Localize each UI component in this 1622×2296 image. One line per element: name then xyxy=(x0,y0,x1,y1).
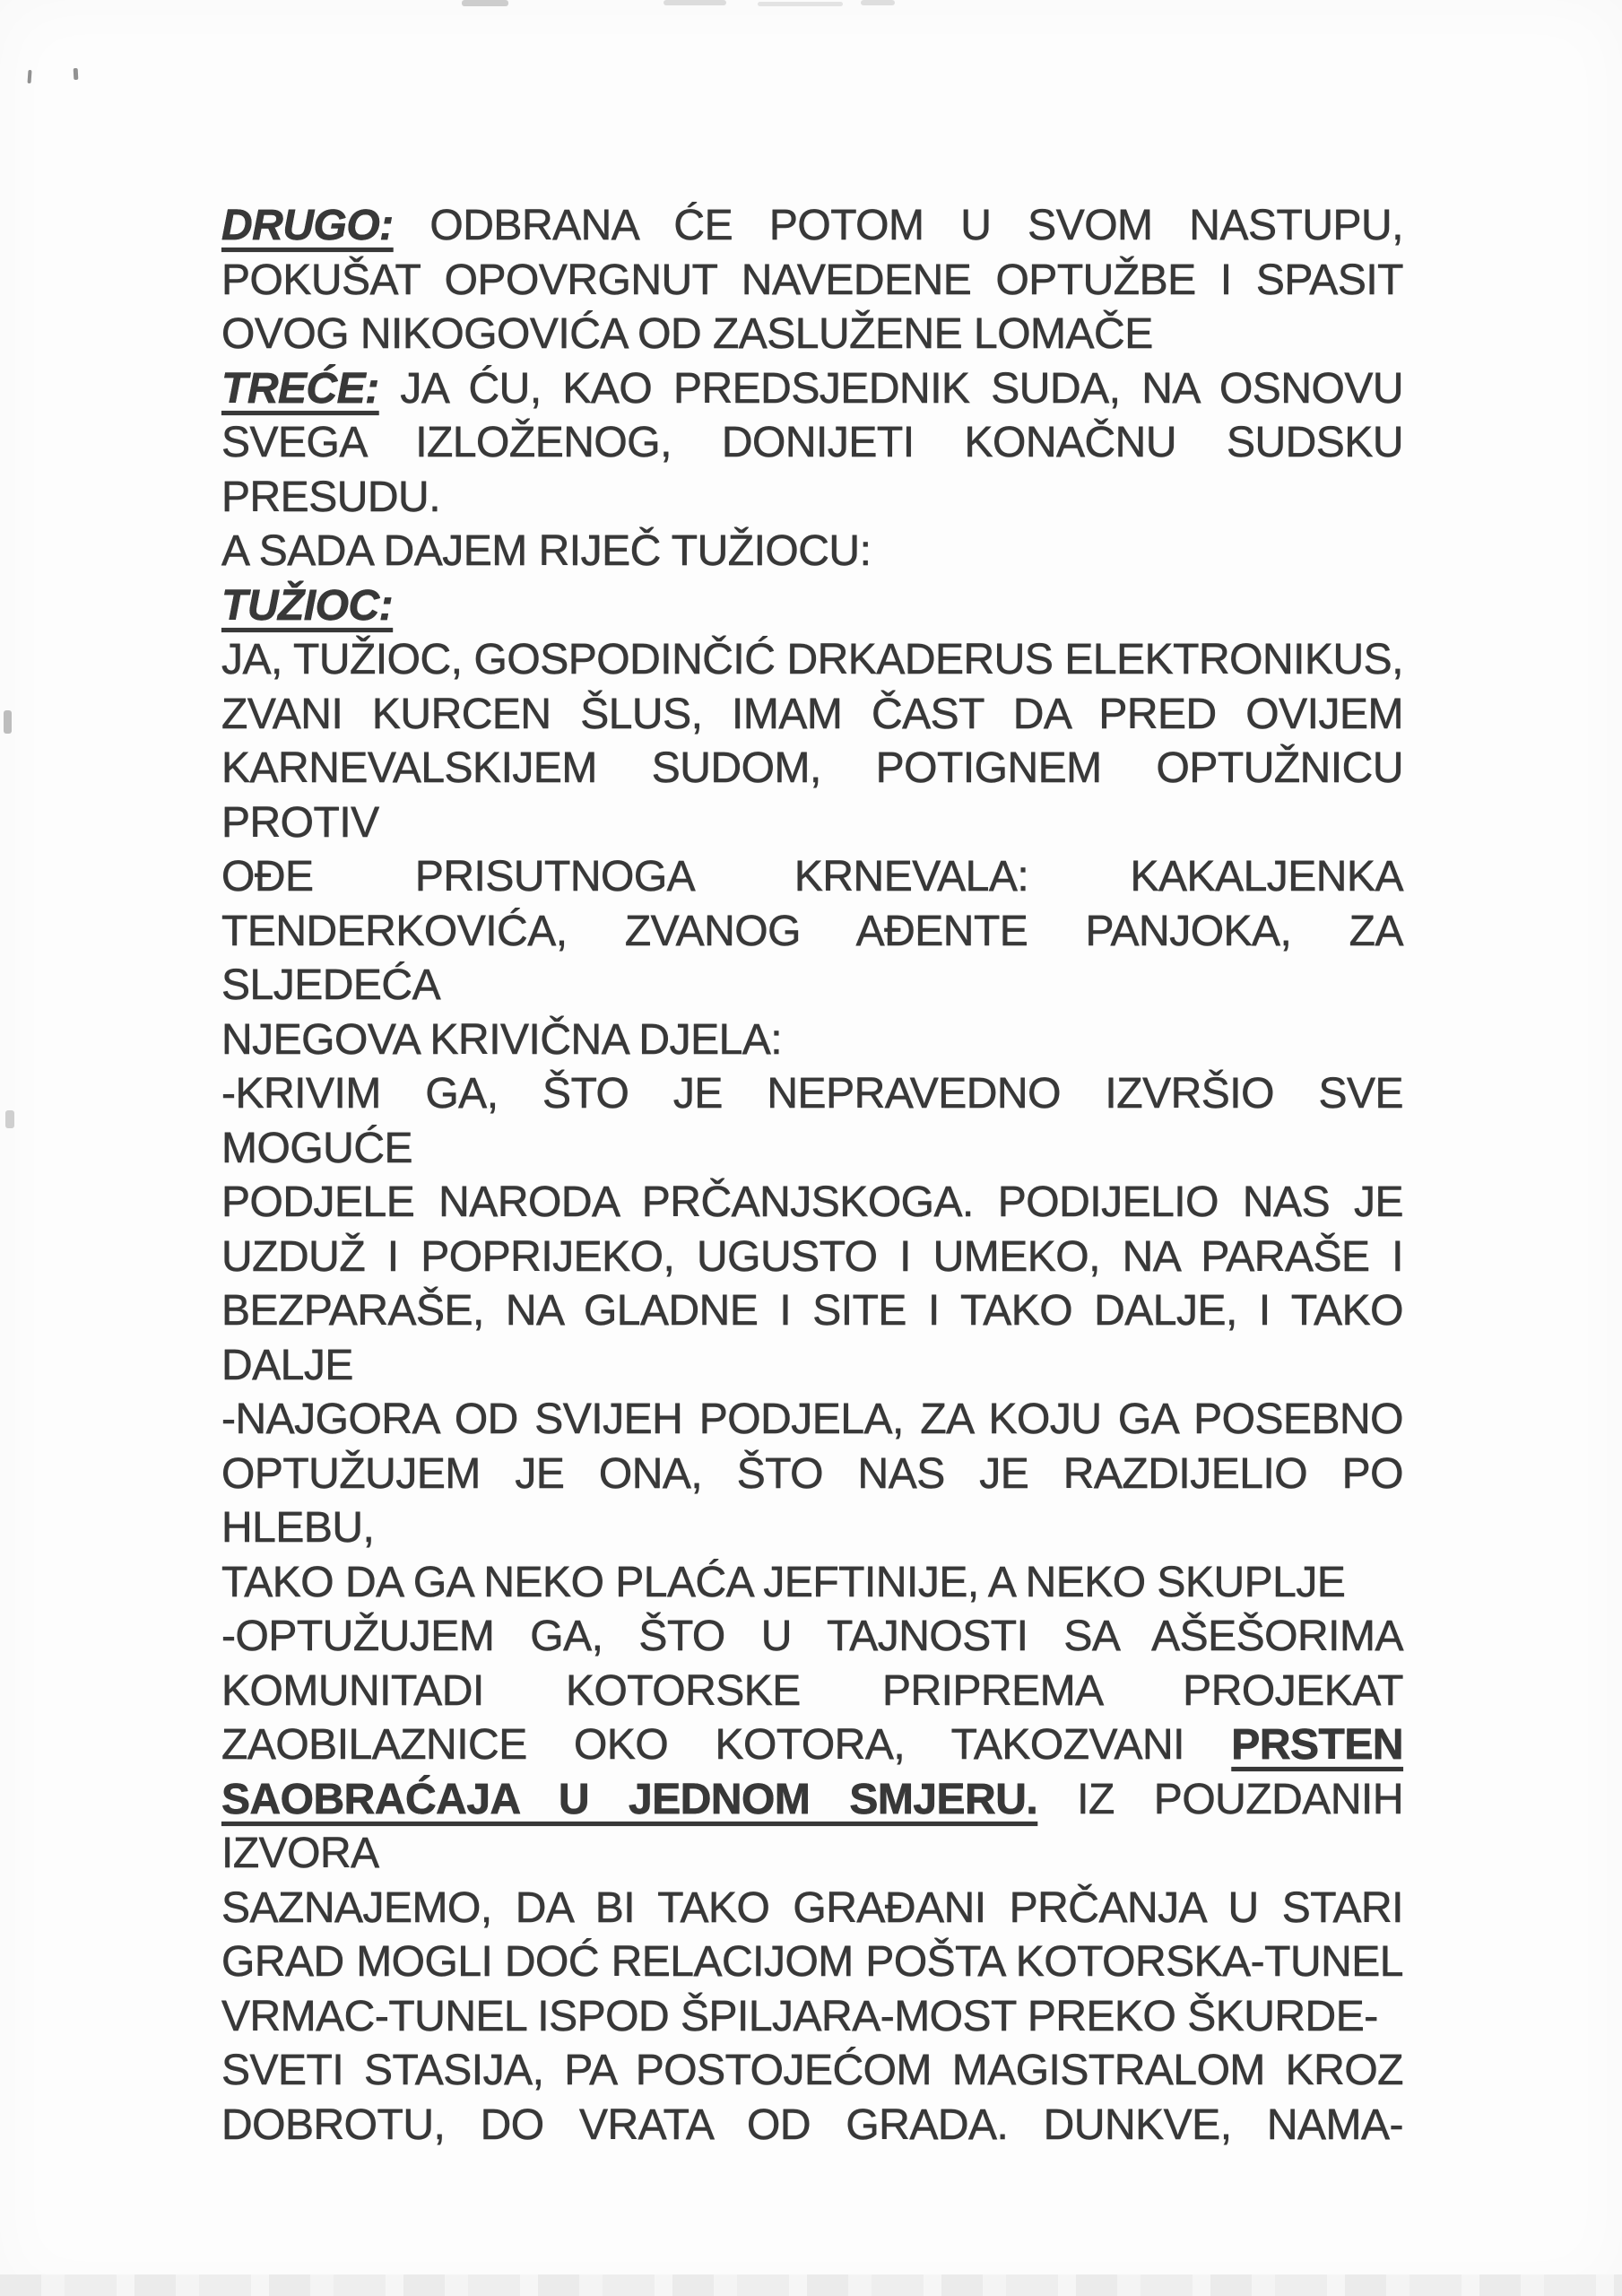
text-segment: A SADA DAJEM RIJEČ TUŽIOCU: xyxy=(221,527,872,575)
scan-smudge xyxy=(758,2,843,6)
text-segment: OPTUŽUJEM JE ONA, ŠTO NAS JE RAZDIJELIO PO HLEBU, xyxy=(221,1449,1415,1552)
emphasized-text-segment: SAOBRAĆAJA U JEDNOM SMJERU. xyxy=(221,1775,1038,1823)
text-segment: TENDERKOVIĆA, ZVANOG AĐENTE PANJOKA, ZA SLJEDEĆA xyxy=(221,907,1415,1009)
text-line xyxy=(221,688,1403,743)
text-line xyxy=(221,525,1403,579)
text-line xyxy=(221,1990,1403,2045)
text-segment: SVEGA IZLOŽENOG, DONIJETI KONAČNU SUDSKU xyxy=(221,419,1403,466)
text-line xyxy=(221,416,1403,471)
text-segment: OĐE PRISUTNOGA KRNEVALA: KAKALJENKA xyxy=(221,853,1403,900)
text-line xyxy=(221,362,1403,417)
text-line xyxy=(221,1610,1403,1665)
scan-smudge xyxy=(664,0,726,5)
scan-speck xyxy=(27,70,31,83)
emphasized-text-segment: DRUGO: xyxy=(221,202,394,249)
scan-speck xyxy=(74,68,79,80)
text-line xyxy=(221,2099,1403,2153)
text-line xyxy=(221,1013,1403,1068)
text-line xyxy=(221,579,1403,634)
text-line xyxy=(221,1665,1403,1719)
text-line xyxy=(221,742,1415,850)
text-segment: GRAD MOGLI DOĆ RELACIJOM POŠTA KOTORSKA-TUNEL xyxy=(221,1938,1403,1986)
text-segment: -KRIVIM GA, ŠTO JE NEPRAVEDNO IZVRŠIO SVE MOGUĆE xyxy=(221,1070,1415,1172)
text-segment: KOMUNITADI KOTORSKE PRIPREMA PROJEKAT xyxy=(221,1666,1403,1715)
text-segment: SAZNAJEMO, DA BI TAKO GRAĐANI PRČANJA U STARI xyxy=(221,1883,1403,1932)
text-segment: -NAJGORA OD SVIJEH PODJELA, ZA KOJU GA POSEBNO xyxy=(221,1396,1403,1443)
text-line xyxy=(221,1718,1403,1773)
text-line xyxy=(221,1556,1403,1611)
scan-smudge xyxy=(861,0,895,5)
text-line xyxy=(221,2044,1403,2099)
text-segment: BEZPARAŠE, NA GLADNE I SITE I TAKO DALJE, I TAKO xyxy=(221,1287,1403,1335)
text-line xyxy=(221,1231,1403,1285)
text-line xyxy=(221,1176,1403,1231)
text-segment: TAKO DA GA NEKO PLAĆA JEFTINIJE, A NEKO SKUPLJE xyxy=(221,1558,1346,1606)
text-segment: ZAOBILAZNICE OKO KOTORA, TAKOZVANI xyxy=(221,1721,1232,1769)
emphasized-text-segment: PRSTEN xyxy=(1231,1721,1403,1769)
text-line xyxy=(221,1882,1403,1936)
text-line xyxy=(221,1393,1403,1448)
text-segment: VRMAC-TUNEL ISPOD ŠPILJARA-MOST PREKO ŠKURDE- xyxy=(221,1992,1378,2040)
text-segment: NJEGOVA KRIVIČNA DJELA: xyxy=(221,1015,783,1064)
text-line xyxy=(221,199,1403,254)
text-line xyxy=(221,1339,1403,1394)
text-segment: -OPTUŽUJEM GA, ŠTO U TAJNOSTI SA AŠEŠORIMA xyxy=(221,1613,1403,1660)
text-segment: UZDUŽ I POPRIJEKO, UGUSTO I UMEKO, NA PARAŠE I xyxy=(221,1232,1403,1281)
text-segment: DALJE xyxy=(221,1341,353,1389)
text-line xyxy=(221,1067,1415,1176)
text-segment: PODJELE NARODA PRČANJSKOGA. PODIJELIO NAS JE xyxy=(221,1178,1403,1226)
text-line xyxy=(221,1935,1403,1990)
text-segment: ZVANI KURCEN ŠLUS, IMAM ČAST DA PRED OVIJEM xyxy=(221,690,1403,738)
text-segment: ODBRANA ĆE POTOM U SVOM NASTUPU, xyxy=(393,202,1403,249)
text-line xyxy=(221,633,1403,688)
text-segment: DOBROTU, DO VRATA OD GRADA. DUNKVE, NAMA- xyxy=(221,2100,1403,2149)
scan-speck xyxy=(5,1110,14,1128)
text-line xyxy=(221,471,1403,526)
text-line xyxy=(221,1773,1415,1882)
text-line xyxy=(221,850,1403,905)
scan-speck xyxy=(4,710,12,734)
text-segment: SVETI STASIJA, PA POSTOJEĆOM MAGISTRALOM KROZ xyxy=(221,2047,1403,2094)
text-segment: POKUŠAT OPOVRGNUT NAVEDENE OPTUŽBE I SPASIT xyxy=(221,256,1403,304)
text-segment: PRESUDU. xyxy=(221,473,441,521)
text-segment: KARNEVALSKIJEM SUDOM, POTIGNEM OPTUŽNICU PROTIV xyxy=(221,744,1415,847)
text-line xyxy=(221,905,1415,1013)
text-line xyxy=(221,254,1403,309)
text-line xyxy=(221,1448,1415,1556)
text-line xyxy=(221,308,1403,362)
document-text xyxy=(221,199,1415,2152)
scan-edge-band xyxy=(0,2274,1622,2296)
scan-smudge xyxy=(462,0,508,6)
emphasized-text-segment: TUŽIOC: xyxy=(221,581,394,630)
text-segment: JA, TUŽIOC, GOSPODINČIĆ DRKADERUS ELEKTRONIKUS, xyxy=(221,636,1403,683)
emphasized-text-segment: TREĆE: xyxy=(221,364,379,413)
text-segment: IZ POUZDANIH IZVORA xyxy=(221,1775,1415,1877)
text-segment: JA ĆU, KAO PREDSJEDNIK SUDA, NA OSNOVU xyxy=(378,364,1403,413)
text-segment: OVOG NIKOGOVIĆA OD ZASLUŽENE LOMAČE xyxy=(221,310,1153,358)
text-line xyxy=(221,1284,1403,1339)
